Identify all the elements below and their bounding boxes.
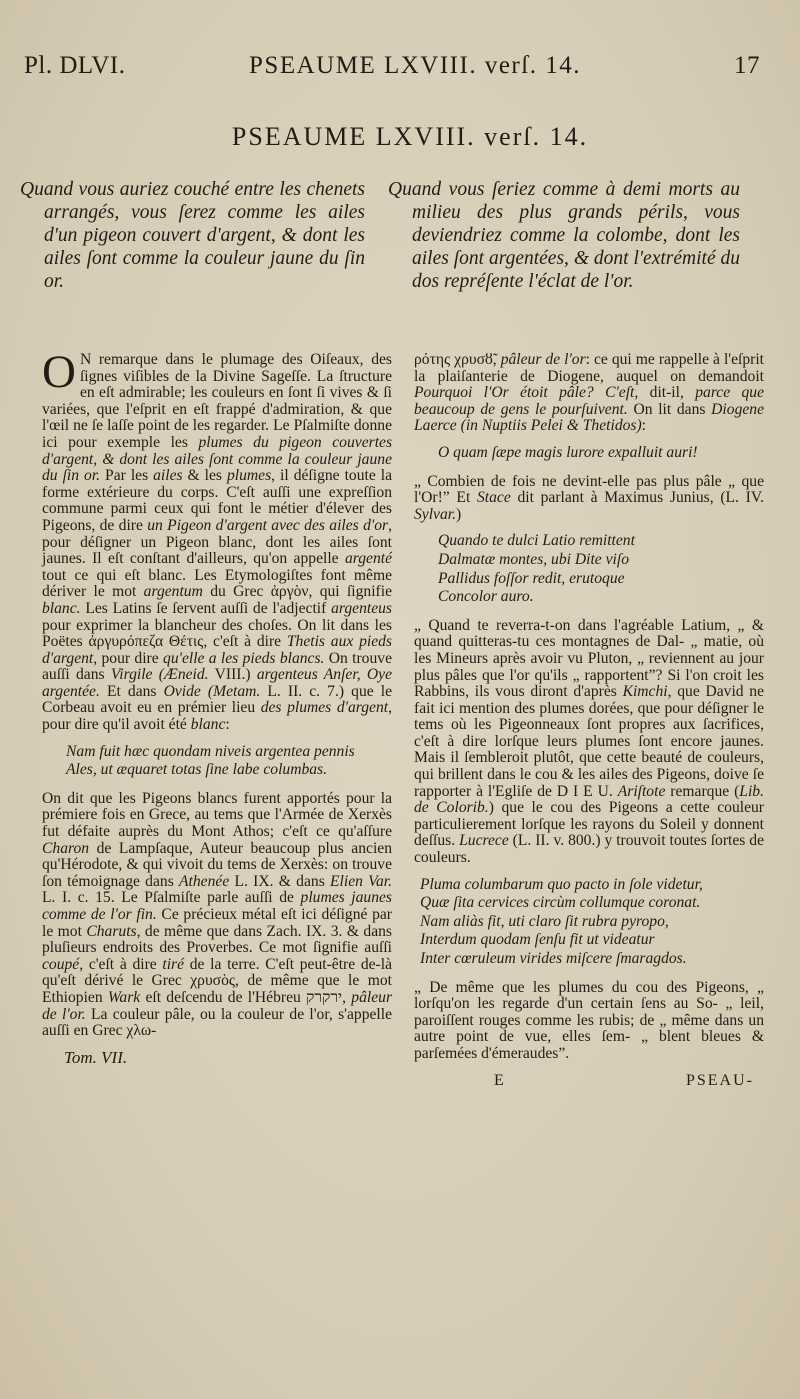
text-run: du Grec ἀργὸν, qui ſignifie — [202, 583, 392, 601]
commentary-paragraph — [414, 618, 764, 867]
text-run: Les Latins ſe ſervent auſſi de l'adjectif — [80, 599, 332, 617]
italic-text-run: parce que beaucoup de gens le pourſuivent. — [414, 384, 765, 418]
text-run: VIII.) — [208, 666, 257, 684]
catchword: PSEAU- — [685, 1071, 754, 1089]
verse-line: Inter cœruleum virides miſcere ſmaragdos. — [420, 950, 687, 967]
drop-cap: O — [42, 346, 76, 398]
text-run: eſt deſcendu de l'Hébreu ירקרק, — [140, 988, 352, 1006]
verse-line: O quam ſæpe magis lurore expalluit auri! — [438, 443, 698, 461]
italic-text-run: Diogene Laerce (in Nuptiis Pelei & Thetidos) — [414, 400, 764, 435]
italic-text-run: Sylvar. — [414, 505, 457, 523]
text-run: „ Quand te reverra-t-on dans l'agréable Latium, „ & quand quitteras-tu ces montagnes de Dal- „ matie, où les Mineurs après avoir vu Pluton, „ reviennent au jour plus pâles que l'or qu'ils „ rapportent”? Si l'on croit les Rabbins, ils vous diront d'après — [414, 616, 764, 701]
commentary-paragraph — [414, 474, 764, 524]
italic-text-run: Pourquoi l'Or étoit pâle? C'eſt, — [414, 384, 639, 402]
italic-text-run: plumes du pigeon couvertes d'argent, & dont les ailes ſont comme la couleur jaune du ſin or. — [42, 433, 393, 485]
verse-line: Quæ ſita cervices circùm collumque coronat. — [420, 894, 701, 912]
verse-line: Interdum quodam ſenſu fit ut videatur — [420, 931, 655, 949]
latin-quotation — [420, 877, 764, 968]
text-run: , c'eſt à dire — [79, 955, 163, 973]
italic-text-run: des plumes d'argent — [260, 699, 389, 717]
text-run: , il déſigne toute la forme extérieure du corps. C'eſt auſſi une expreſſion commune parmi ceux qui font le métier d'élever des Pigeons, de dire — [42, 467, 392, 534]
italic-text-run: Virgile (Æneid. — [110, 666, 209, 684]
commentary-paragraph — [42, 791, 392, 1040]
left-column — [42, 346, 393, 1067]
italic-text-run: Athenée — [179, 872, 230, 890]
text-run: , de même que dans Zach. IX. 3. & dans pluſieurs endroits des Proverbes. Ce mot ſignifie auſſi — [42, 922, 392, 957]
text-run: : — [641, 417, 647, 435]
text-run: L. IX. & dans — [229, 872, 331, 890]
paragraph-text — [42, 346, 393, 734]
verse-line: Pluma columbarum quo pacto in ſole videtur, — [420, 875, 703, 893]
text-run: dit parlant à Maximus Junius, (L. IV. — [510, 489, 764, 507]
italic-text-run: un Pigeon d'argent avec des ailes d'or — [147, 516, 389, 534]
commentary-paragraph — [42, 346, 393, 734]
psalm-verse-left: Quand vous auriez couché entre les chenets arrangés, vous ſerez comme les ailes d'un pigeon couvert d'argent, & dont les ailes ſont comme la couleur jaune du ſin or. — [20, 179, 365, 292]
italic-text-run: argentum — [143, 583, 203, 601]
italic-text-run: Ariſtote — [617, 782, 666, 800]
italic-text-run: coupé — [42, 955, 80, 973]
signature-mark: E — [494, 1071, 506, 1089]
text-run: ) que le cou des Pigeons a cette couleur particulierement lorſque les rayons du Soleil y donnent deſſus. — [414, 799, 764, 850]
text-run: , pour déſigner un Pigeon blanc, dont les ailes ſont jaunes. Il eſt conſtant d'ailleurs, qu'on appelle — [42, 516, 392, 568]
italic-text-run: Thetis aux pieds d'argent — [42, 633, 392, 667]
italic-text-run: Lib. de Colorib. — [414, 782, 764, 817]
verse-line: Nam fuit hæc quondam niveis argentea pennis — [66, 742, 355, 760]
text-run: L. I. c. 15. Le Pſalmiſte parle auſſi de — [42, 889, 301, 907]
italic-text-run: blanc — [190, 716, 226, 734]
text-run: de la terre. C'eſt peut-être de-là qu'eſt dérivé le Grec χρυσὸς, de même que le mot Ethiopien — [42, 955, 392, 1006]
commentary-paragraph — [414, 980, 764, 1063]
text-run: , pour dire qu'il avoit été — [42, 699, 392, 734]
latin-quotation — [438, 533, 764, 605]
italic-text-run: argenté — [344, 550, 392, 568]
italic-text-run: Lucrece — [459, 832, 509, 850]
verse-line: Pallidus foſſor redit, erutoque — [438, 569, 625, 587]
italic-text-run: blanc. — [42, 599, 81, 617]
running-title: PSEAUME LXVIII. verſ. 14. — [249, 52, 581, 79]
latin-quotation — [66, 744, 392, 779]
italic-text-run: argenteus Anſer, Oye argentée. — [42, 666, 392, 700]
text-run: Par les — [100, 467, 154, 485]
italic-text-run: plumes jaunes comme de l'or fin. — [42, 889, 392, 923]
text-run: : ce qui me rappelle à l'eſprit la plaiſanterie de Diogene, auquel on demandoit — [414, 351, 765, 385]
verse-line: Nam aliàs fit, uti claro ſit rubra pyropo, — [420, 912, 669, 930]
italic-text-run: pâleur de l'or — [500, 351, 586, 368]
text-run: remarque ( — [665, 782, 740, 800]
text-run: de Lampſaque, Auteur beaucoup plus ancien qu'Hérodote, & qui vivoit du tems de Xerxès: on trouve ſon témoignage dans — [42, 839, 392, 890]
text-run: & les — [182, 467, 227, 485]
text-run: Ce précieux métal eſt ici déſigné par le mot — [42, 906, 393, 940]
text-run: , pour dire — [93, 649, 164, 667]
italic-text-run: pâleur de l'or. — [42, 988, 393, 1023]
page-title: PSEAUME LXVIII. verſ. 14. — [231, 122, 589, 151]
italic-text-run: tiré — [162, 955, 185, 973]
latin-quotation — [438, 445, 764, 462]
right-column — [414, 352, 764, 1089]
text-run: ) — [456, 505, 462, 523]
commentary-paragraph — [414, 352, 764, 435]
text-run: Et dans — [99, 682, 164, 700]
italic-text-run: Ovide (Metam. — [163, 682, 261, 700]
text-run: On lit dans — [627, 400, 712, 418]
italic-text-run: plumes — [226, 467, 272, 485]
italic-text-run: Charon — [42, 839, 90, 857]
text-run: ρότης χρυσȣ̃, — [414, 351, 501, 368]
text-run: N remarque dans le plumage des Oiſeaux, des ſignes viſibles de la Divine Sageſſe. La ſtructure en eſt admirable; les couleurs en ſont ſi vives & ſi variées, que l'eſprit en eſt frappé d'admiration, & que l'œil ne ſe laſſe point de les regarder. Le Pſalmiſte donne ici pour exemple les — [42, 351, 392, 451]
italic-text-run: qu'elle a les pieds blancs. — [163, 649, 325, 667]
verse-line: Dalmatæ montes, ubi Dite viſo — [438, 550, 630, 568]
text-run: „ Combien de fois ne devint-elle pas plus pâle „ que l'Or!” Et — [414, 472, 764, 507]
text-run: (L. II. v. 800.) y trouvoit toutes ſortes de couleurs. — [414, 832, 765, 867]
verse-line: Concolor auro. — [438, 588, 534, 606]
plate-number: Pl. DLVI. — [24, 52, 126, 79]
text-run: On dit que les Pigeons blancs furent apportés pour la prémiere fois en Grece, au tems que l'Armée de Xerxès fut défaite auprès du Mont Athos; c'eſt ce qu'aſſure — [42, 789, 392, 841]
italic-text-run: Wark — [107, 988, 141, 1006]
italic-text-run: Elien Var. — [330, 872, 393, 890]
text-run: dit-il, — [638, 384, 696, 402]
page-footer — [414, 1073, 764, 1090]
text-run: tout ce qui eſt blanc. Les Etymologiſtes font même dériver le mot — [42, 566, 392, 601]
text-run: , que David ne fait ici mention des plumes dorées, que pour déſigner le tems où les Pigeonneaux ſont propres aux ſacrifices, c'eſt à dire lorſque leurs plumes ſont encore jaunes. Mais il ſembleroit plutôt, que cette beauté de couleurs, qui brillent dans le cou & les ailes des Pigeons, doive ſe rapporter à l'Egliſe de D I E U. — [414, 683, 765, 800]
italic-text-run: Charuts — [86, 922, 137, 940]
text-run: „ De même que les plumes du cou des Pigeons, „ lorſqu'on les regarde d'un certain ſens au So- „ leil, paroiſſent rouges comme les rubis; de „ même dans un autre point de vue, elles ſem- „ blent bleues & parſemées d'émeraudes”. — [414, 978, 764, 1062]
text-run: L. II. c. 7.) que le Corbeau avoit eu en prémier lieu — [42, 682, 392, 717]
volume-footer: Tom. VII. — [64, 1047, 128, 1067]
text-run: : — [225, 716, 230, 734]
page-number: 17 — [734, 52, 760, 79]
verse-line: Ales, ut æquaret totas ſine labe columbas. — [66, 761, 328, 779]
text-run: pour exprimer la blancheur des choſes. On lit dans les Poëtes ἀργυρόπεζα Θέτις, c'eſt à dire — [42, 616, 392, 651]
italic-text-run: Stace — [476, 489, 511, 507]
psalm-verse-right: Quand vous ſeriez comme à demi morts au milieu des plus grands périls, vous deviendriez comme la colombe, dont les ailes ſont argentées, & dont l'extrémité du dos repréſente l'éclat de l'or. — [388, 179, 740, 292]
text-run: La couleur pâle, ou la couleur de l'or, s'appelle auſſi en Grec χλω- — [42, 1005, 392, 1040]
italic-text-run: ailes — [153, 467, 183, 485]
italic-text-run: argenteus — [331, 599, 392, 617]
text-run: On trouve auſſi dans — [42, 649, 392, 684]
italic-text-run: Kimchi — [622, 683, 668, 701]
verse-line: Quando te dulci Latio remittent — [438, 532, 635, 550]
